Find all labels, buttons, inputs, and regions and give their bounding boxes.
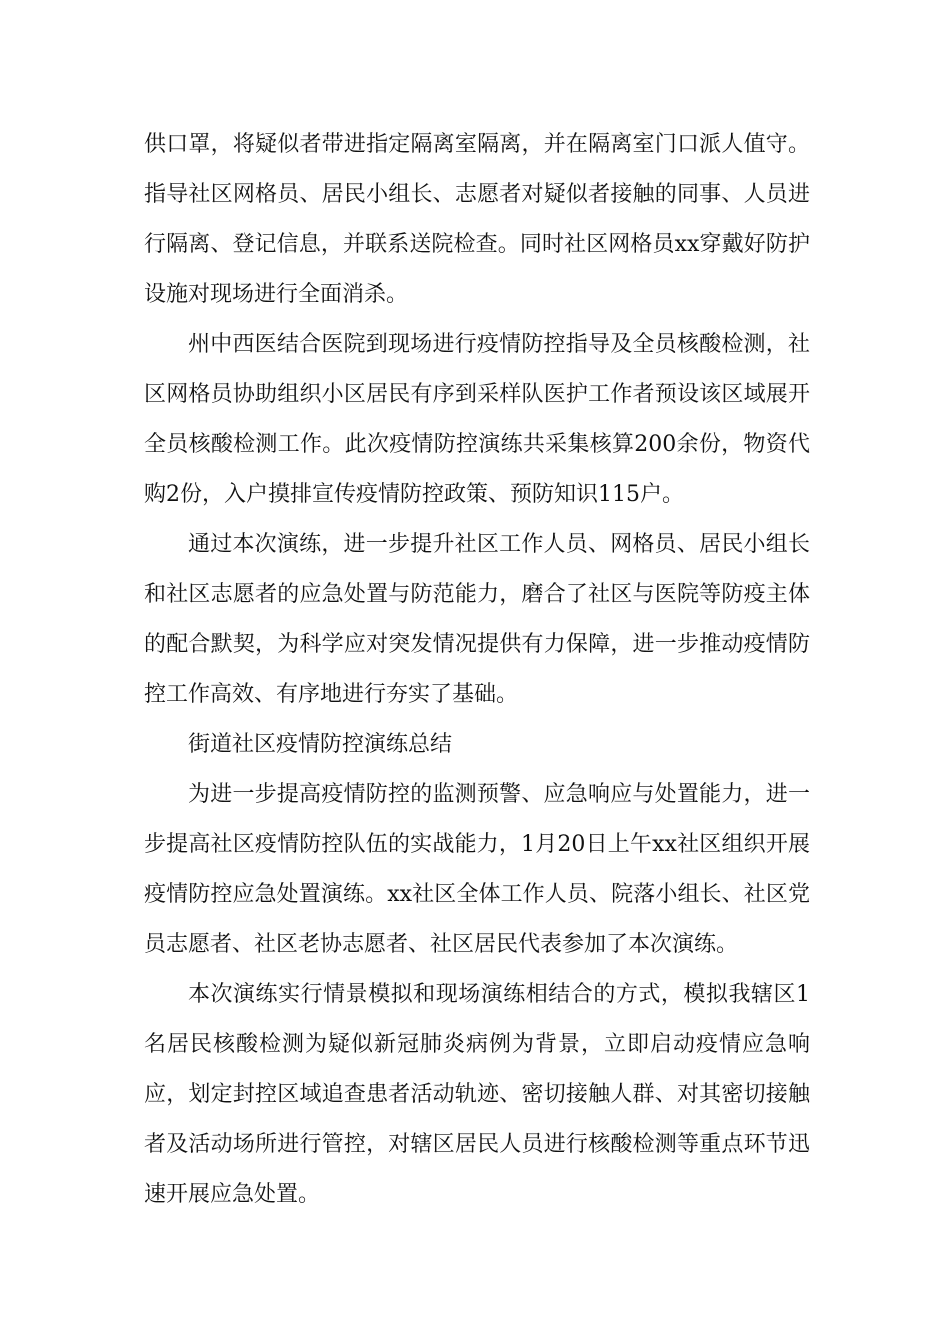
paragraph: 为进一步提高疫情防控的监测预警、应急响应与处置能力，进一步提高社区疫情防控队伍的实战能力，1月20日上午xx社区组织开展疫情防控应急处置演练。xx社区全体工作人员、院落小组长、社区党员志愿者、社区老协志愿者、社区居民代表参加了本次演练。 — [144, 782, 810, 957]
section-title: 街道社区疫情防控演练总结 — [188, 732, 453, 757]
document-body — [144, 120, 810, 1220]
paragraph: 州中西医结合医院到现场进行疫情防控指导及全员核酸检测，社区网格员协助组织小区居民有序到采样队医护工作者预设该区域展开全员核酸检测工作。此次疫情防控演练共采集核算200余份，物资代购2份，入户摸排宣传疫情防控政策、预防知识115户。 — [144, 332, 810, 507]
paragraph-continued: 供口罩，将疑似者带进指定隔离室隔离，并在隔离室门口派人值守。指导社区网格员、居民小组长、志愿者对疑似者接触的同事、人员进行隔离、登记信息，并联系送院检查。同时社区网格员xx穿戴好防护设施对现场进行全面消杀。 — [144, 132, 810, 307]
paragraph: 通过本次演练，进一步提升社区工作人员、网格员、居民小组长和社区志愿者的应急处置与防范能力，磨合了社区与医院等防疫主体的配合默契，为科学应对突发情况提供有力保障，进一步推动疫情防控工作高效、有序地进行夯实了基础。 — [144, 532, 810, 707]
paragraph: 本次演练实行情景模拟和现场演练相结合的方式，模拟我辖区1名居民核酸检测为疑似新冠肺炎病例为背景，立即启动疫情应急响应，划定封控区域追查患者活动轨迹、密切接触人群、对其密切接触者及活动场所进行管控，对辖区居民人员进行核酸检测等重点环节迅速开展应急处置。 — [144, 982, 810, 1207]
